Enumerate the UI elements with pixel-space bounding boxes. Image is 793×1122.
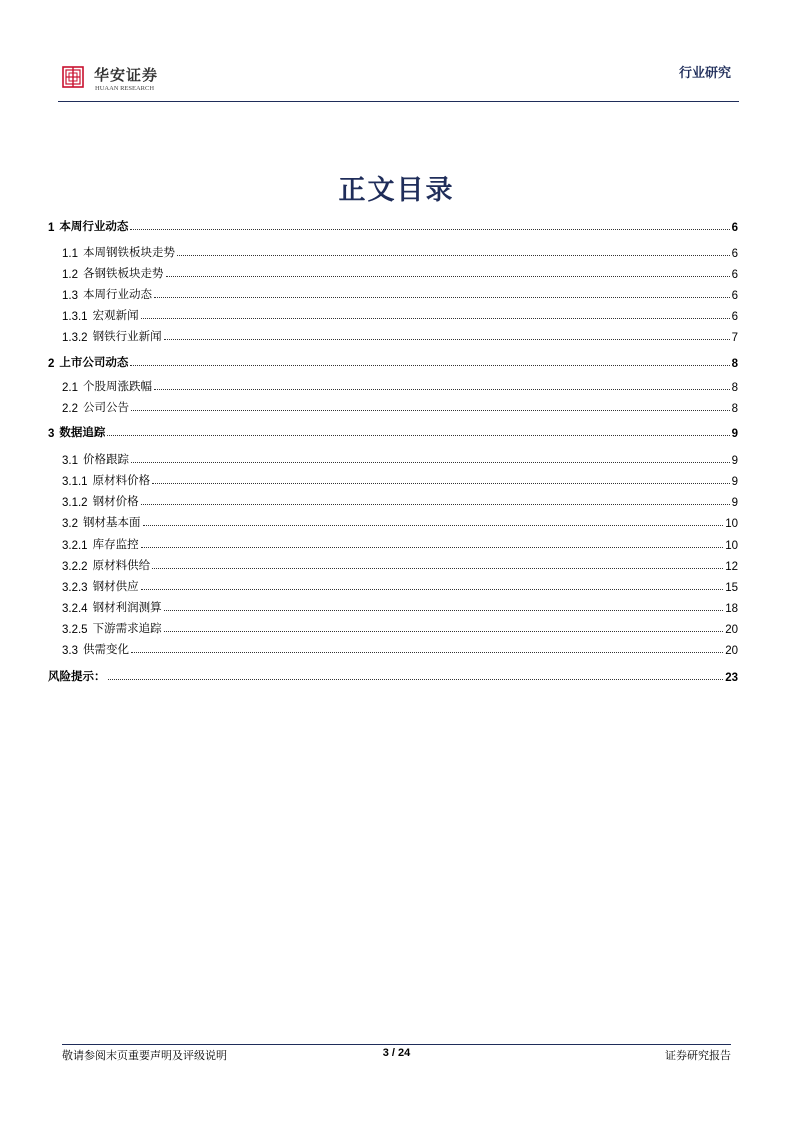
toc-dot-leader	[131, 652, 723, 653]
toc-entry-number: 3.1.2	[62, 497, 88, 509]
toc-entry[interactable]	[48, 532, 738, 552]
toc-entry-label: 原材料供给	[92, 558, 151, 572]
toc-entry-page: 9	[731, 497, 738, 509]
toc-entry[interactable]	[48, 261, 738, 281]
toc-entry[interactable]	[48, 395, 738, 415]
toc-entry[interactable]	[48, 510, 738, 530]
toc-entry[interactable]	[48, 664, 738, 684]
toc-entry-label: 本周钢铁板块走势	[83, 245, 175, 259]
toc-entry-label: 上市公司动态	[59, 355, 129, 369]
toc-entry-label: 钢材价格	[92, 494, 139, 508]
toc-dot-leader	[154, 297, 730, 298]
toc-entry[interactable]	[48, 468, 738, 488]
toc-entry-page: 20	[725, 624, 738, 636]
toc-entry[interactable]	[48, 489, 738, 509]
toc-dot-leader	[131, 410, 730, 411]
toc-entry-label: 个股周涨跌幅	[83, 379, 152, 393]
toc-entry-page: 23	[725, 672, 738, 684]
toc-entry-page: 9	[731, 428, 738, 440]
toc-entry-page: 6	[731, 269, 738, 281]
toc-entry[interactable]	[48, 447, 738, 467]
logo-chinese-name: 华安证券	[94, 66, 159, 84]
toc-entry-number: 2.2	[62, 403, 78, 415]
toc-entry-number: 1.1	[62, 248, 78, 260]
toc-entry[interactable]	[48, 240, 738, 260]
toc-entry-number: 1.3	[62, 290, 78, 302]
toc-dot-leader	[131, 462, 730, 463]
toc-entry-number: 3.1.1	[62, 476, 88, 488]
toc-entry-number: 3.2.2	[62, 561, 88, 573]
toc-entry-label: 宏观新闻	[92, 308, 139, 322]
toc-entry-number: 1.3.2	[62, 332, 88, 344]
header-divider	[58, 101, 739, 102]
toc-dot-leader	[141, 318, 730, 319]
toc-entry-label: 原材料价格	[92, 473, 151, 487]
toc-dot-leader	[164, 631, 724, 632]
toc-entry[interactable]	[48, 350, 738, 370]
report-type: 证券研究报告	[665, 1049, 731, 1062]
toc-dot-leader	[152, 483, 730, 484]
toc-entry-label: 钢材利润测算	[92, 600, 162, 614]
toc-entry-page: 7	[731, 332, 738, 344]
toc-entry-number: 1.2	[62, 269, 78, 281]
toc-entry-number: 3.2.4	[62, 603, 88, 615]
toc-entry-label: 本周行业动态	[83, 287, 152, 301]
toc-entry[interactable]	[48, 616, 738, 636]
toc-entry-label: 钢铁行业新闻	[92, 329, 162, 343]
toc-entry[interactable]	[48, 282, 738, 302]
toc-entry-page: 10	[725, 518, 738, 530]
toc-dot-leader	[141, 504, 730, 505]
toc-entry-number: 2	[48, 358, 55, 370]
toc-entry-number: 3.3	[62, 645, 78, 657]
huaan-logo-icon	[62, 66, 84, 88]
toc-entry-page: 6	[731, 290, 738, 302]
toc-entry-number: 3.1	[62, 455, 78, 467]
toc-entry[interactable]	[48, 303, 738, 323]
report-category: 行业研究	[678, 66, 731, 81]
toc-entry-page: 12	[725, 561, 738, 573]
toc-dot-leader	[164, 610, 724, 611]
toc-entry-page: 15	[725, 582, 738, 594]
toc-dot-leader	[154, 389, 730, 390]
toc-entry-number: 1.3.1	[62, 311, 88, 323]
disclaimer-note: 敬请参阅末页重要声明及评级说明	[62, 1049, 227, 1062]
toc-entry[interactable]	[48, 374, 738, 394]
toc-entry-page: 6	[731, 248, 738, 260]
toc-entry-label: 各钢铁板块走势	[83, 266, 164, 280]
toc-entry-number: 3.2.5	[62, 624, 88, 636]
logo-english-name: HUAAN RESEARCH	[95, 85, 155, 92]
toc-entry-page: 8	[731, 403, 738, 415]
toc-dot-leader	[152, 568, 723, 569]
toc-entry-page: 10	[725, 540, 738, 552]
toc-entry-label: 本周行业动态	[59, 219, 129, 233]
toc-entry-page: 8	[731, 358, 738, 370]
toc-dot-leader	[108, 679, 724, 680]
toc-entry-label: 库存监控	[92, 537, 139, 551]
toc-entry-page: 6	[731, 311, 738, 323]
toc-entry-page: 20	[725, 645, 738, 657]
toc-entry-number: 1	[48, 222, 55, 234]
toc-entry-number: 3.2.3	[62, 582, 88, 594]
toc-entry-label: 公司公告	[83, 400, 129, 414]
toc-entry[interactable]	[48, 214, 738, 234]
toc-dot-leader	[164, 339, 730, 340]
toc-dot-leader	[143, 525, 724, 526]
toc-entry-label: 价格跟踪	[83, 452, 129, 466]
toc-entry[interactable]	[48, 324, 738, 344]
toc-entry-page: 9	[731, 455, 738, 467]
page-number: 3 / 24	[382, 1047, 411, 1059]
toc-entry-page: 18	[725, 603, 738, 615]
toc-entry-label: 钢材基本面	[83, 515, 141, 529]
toc-entry[interactable]	[48, 637, 738, 657]
toc-entry[interactable]	[48, 420, 738, 440]
toc-dot-leader	[177, 255, 730, 256]
toc-dot-leader	[130, 365, 729, 366]
toc-entry[interactable]	[48, 595, 738, 615]
toc-entry-number: 3	[48, 428, 55, 440]
toc-entry-number: 3.2	[62, 518, 78, 530]
toc-entry[interactable]	[48, 574, 738, 594]
toc-entry-number: 2.1	[62, 382, 78, 394]
toc-entry-number: 3.2.1	[62, 540, 88, 552]
toc-dot-leader	[107, 435, 729, 436]
toc-dot-leader	[166, 276, 730, 277]
page-title: 正文目录	[338, 175, 455, 206]
toc-entry-label: 供需变化	[83, 642, 129, 656]
toc-entry-label: 钢材供应	[92, 579, 139, 593]
toc-entry-label: 下游需求追踪	[92, 621, 162, 635]
page-header	[62, 62, 731, 96]
toc-entry-page: 6	[731, 222, 738, 234]
toc-dot-leader	[141, 547, 724, 548]
toc-dot-leader	[130, 229, 729, 230]
toc-entry-page: 8	[731, 382, 738, 394]
toc-entry-label: 数据追踪	[59, 425, 106, 439]
toc-entry[interactable]	[48, 553, 738, 573]
toc-entry-page: 9	[731, 476, 738, 488]
toc-dot-leader	[141, 589, 724, 590]
footer-divider	[62, 1044, 731, 1045]
toc-entry-label: 风险提示：	[48, 669, 106, 683]
page-footer	[62, 1047, 731, 1063]
